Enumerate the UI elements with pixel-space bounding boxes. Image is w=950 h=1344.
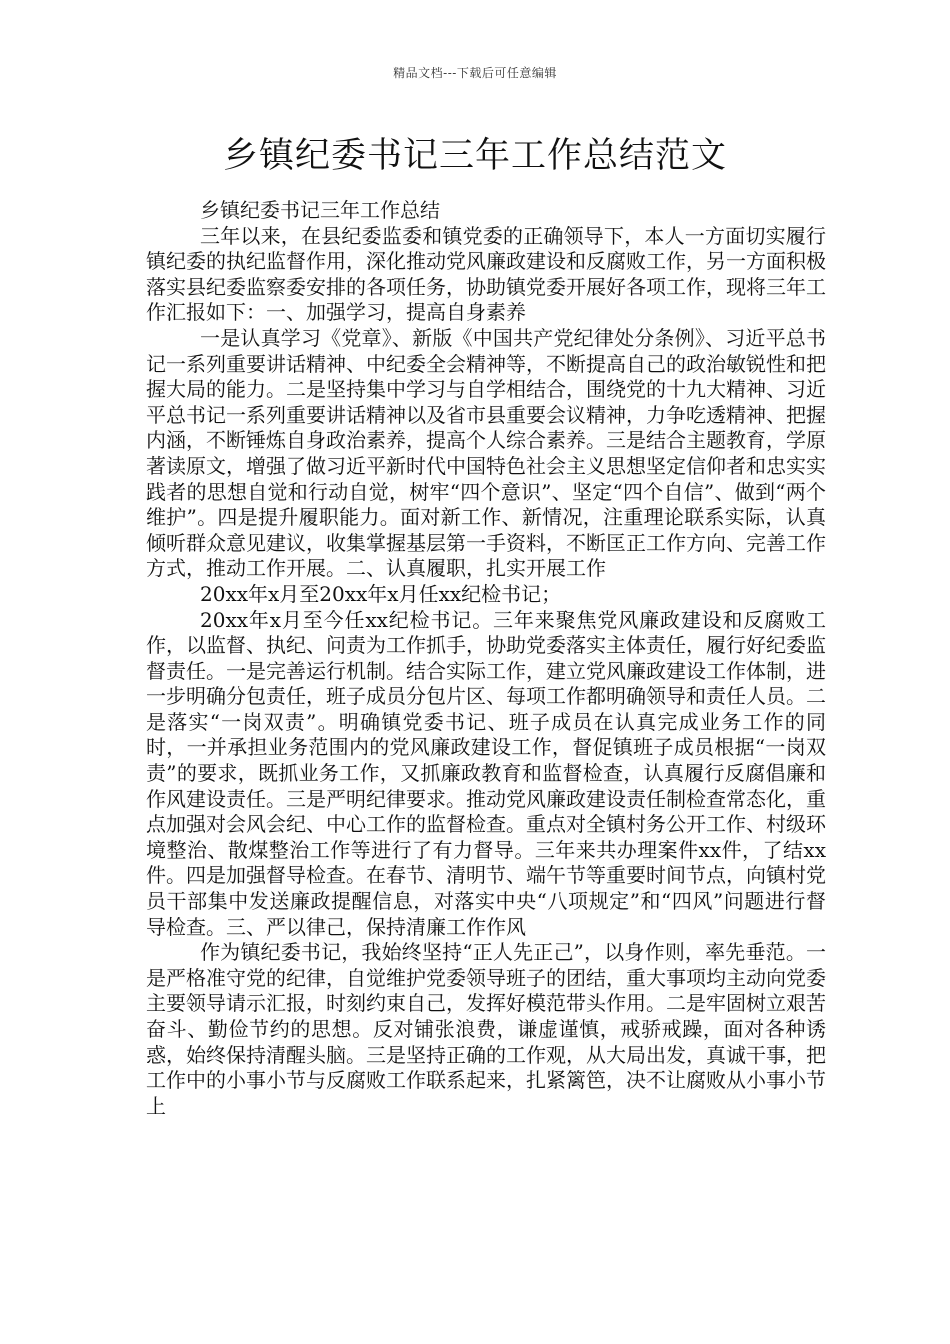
document-title: 乡镇纪委书记三年工作总结范文 [222, 136, 727, 176]
paragraph-study: 一是认真学习《党章》、新版《中国共产党纪律处分条例》、习近平总书记一系列重要讲话精神、中纪委全会精神等，不断提高自己的政治敏锐性和把握大局的能力。二是坚持集中学习与自学相结合，围绕党的十九大精神、习近平总书记一系列重要讲话精神以及省市县重要会议精神，力争吃透精神、把握内涵，不断锤炼自身政治素养，提高个人综合素养。三是结合主题教育，学原著读原文，增强了做习近平新时代中国特色社会主义思想坚定信仰者和忠实实践者的思想自觉和行动自觉，树牢“四个意识”、坚定“四个自信”、做到“两个维护”。四是提升履职能力。面对新工作、新情况，注重理论联系实际，认真倾听群众意见建议，收集掌握基层第一手资料，不断匡正工作方向、完善工作方式，推动工作开展。二、认真履职，扎实开展工作 [146, 325, 826, 581]
document-subtitle: 乡镇纪委书记三年工作总结 [200, 198, 440, 222]
paragraph-duties: 20xx年x月至今任xx纪检书记。三年来聚焦党风廉政建设和反腐败工作，以监督、执纪、问责为工作抓手，协助党委落实主体责任，履行好纪委监督责任。一是完善运行机制。结合实际工作，建立党风廉政建设工作体制，进一步明确分包责任，班子成员分包片区、每项工作都明确领导和责任人员。二是落实“一岗双责”。明确镇党委书记、班子成员在认真完成业务工作的同时，一并承担业务范围内的党风廉政建设工作，督促镇班子成员根据“一岗双责”的要求，既抓业务工作，又抓廉政教育和监督检查，认真履行反腐倡廉和作风建设责任。三是严明纪律要求。推动党风廉政建设责任制检查常态化，重点加强对会风会纪、中心工作的监督检查。重点对全镇村务公开工作、村级环境整治、散煤整治工作等进行了有力督导。三年来共办理案件xx件，了结xx件。四是加强督导检查。在春节、清明节、端午节等重要时间节点，向镇村党员干部集中发送廉政提醒信息，对落实中央“八项规定”和“四风”问题进行督导检查。三、严以律己，保持清廉工作作风 [146, 607, 826, 939]
page-header: 精品文档---下载后可任意编辑 [393, 66, 557, 80]
paragraph-term-1: 20xx年x月至20xx年x月任xx纪检书记； [200, 581, 562, 606]
paragraph-self-discipline: 作为镇纪委书记，我始终坚持“正人先正己”，以身作则，率先垂范。一是严格准守党的纪律，自觉维护党委领导班子的团结，重大事项均主动向党委主要领导请示汇报，时刻约束自己，发挥好模范带头作用。二是牢固树立艰苦奋斗、勤俭节约的思想。反对铺张浪费，谦虚谨慎，戒骄戒躁，面对各种诱惑，始终保持清醒头脑。三是坚持正确的工作观，从大局出发，真诚干事，把工作中的小事小节与反腐败工作联系起来，扎紧篱笆，决不让腐败从小事小节上 [146, 940, 826, 1118]
document-body [146, 198, 826, 1119]
paragraph-intro: 三年以来，在县纪委监委和镇党委的正确领导下，本人一方面切实履行镇纪委的执纪监督作用，深化推动党风廉政建设和反腐败工作，另一方面积极落实县纪委监察委安排的各项任务，协助镇党委开展好各项工作，现将三年工作汇报如下：一、加强学习，提高自身素养 [146, 223, 826, 325]
